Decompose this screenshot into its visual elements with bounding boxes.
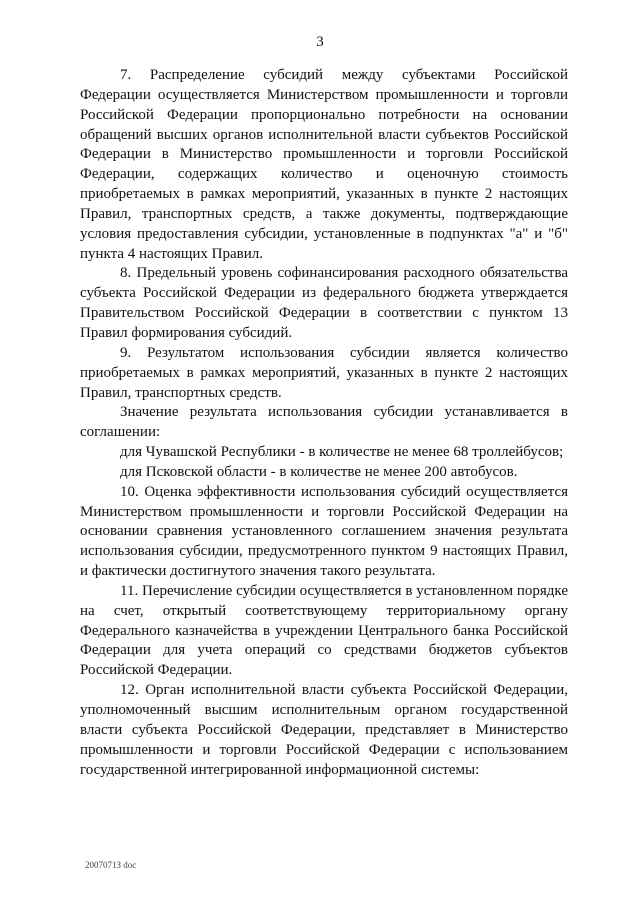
paragraph-7: 7. Распределение субсидий между субъектами Российской Федерации осуществляется Министерством промышленности и торговли Российской Федерации пропорционально потребности на основании обращений высших органов исполнительной власти субъектов Российской Федерации в Министерство промышленности и торговли Российской Федерации, содержащих количество и оценочную стоимость приобретаемых в рамках мероприятий, указанных в пункте 2 настоящих Правил, транспортных средств, а также документы, подтверждающие условия предоставления субсидии, установленные в подпунктах "а" и "б" пункта 4 настоящих Правил. [80,67,568,262]
paragraph-pskov-region: для Псковской области - в количестве не менее 200 автобусов. [120,463,518,480]
footer-file-code: 2007071З doc [85,860,137,870]
paragraph-11: 11. Перечисление субсидии осуществляется в установленном порядке на счет, открытый соответствующему территориальному органу Федерального казначейства в учреждении Центрального банка Российской Федерации для учета операций со средствами бюджетов субъектов Российской Федерации. [80,582,568,679]
document-body [80,66,568,780]
page-number: 3 [316,34,324,50]
paragraph-12: 12. Орган исполнительной власти субъекта Российской Федерации, уполномоченный высшим исполнительным органом государственной власти субъекта Российской Федерации, представляет в Министерство промышленности и торговли Российской Федерации с использованием государственной интегрированной информационной системы: [80,682,568,778]
paragraph-result-value: Значение результата использования субсидии устанавливается в соглашении: [80,404,568,441]
paragraph-8: 8. Предельный уровень софинансирования расходного обязательства субъекта Российской Федерации из федерального бюджета утверждается Правительством Российской Федерации в соответствии с пунктом 13 Правил формирования субсидий. [80,265,568,341]
paragraph-9: 9. Результатом использования субсидии является количество приобретаемых в рамках мероприятий, указанных в пункте 2 настоящих Правил, транспортных средств. [80,344,568,401]
paragraph-10: 10. Оценка эффективности использования субсидий осуществляется Министерством промышленности и торговли Российской Федерации на основании сравнения установленного соглашением значения результата использования субсидии, предусмотренного пунктом 9 настоящих Правил, и фактически достигнутого значения такого результата. [80,483,568,580]
paragraph-chuvash-republic: для Чувашской Республики - в количестве не менее 68 троллейбусов; [120,444,564,461]
